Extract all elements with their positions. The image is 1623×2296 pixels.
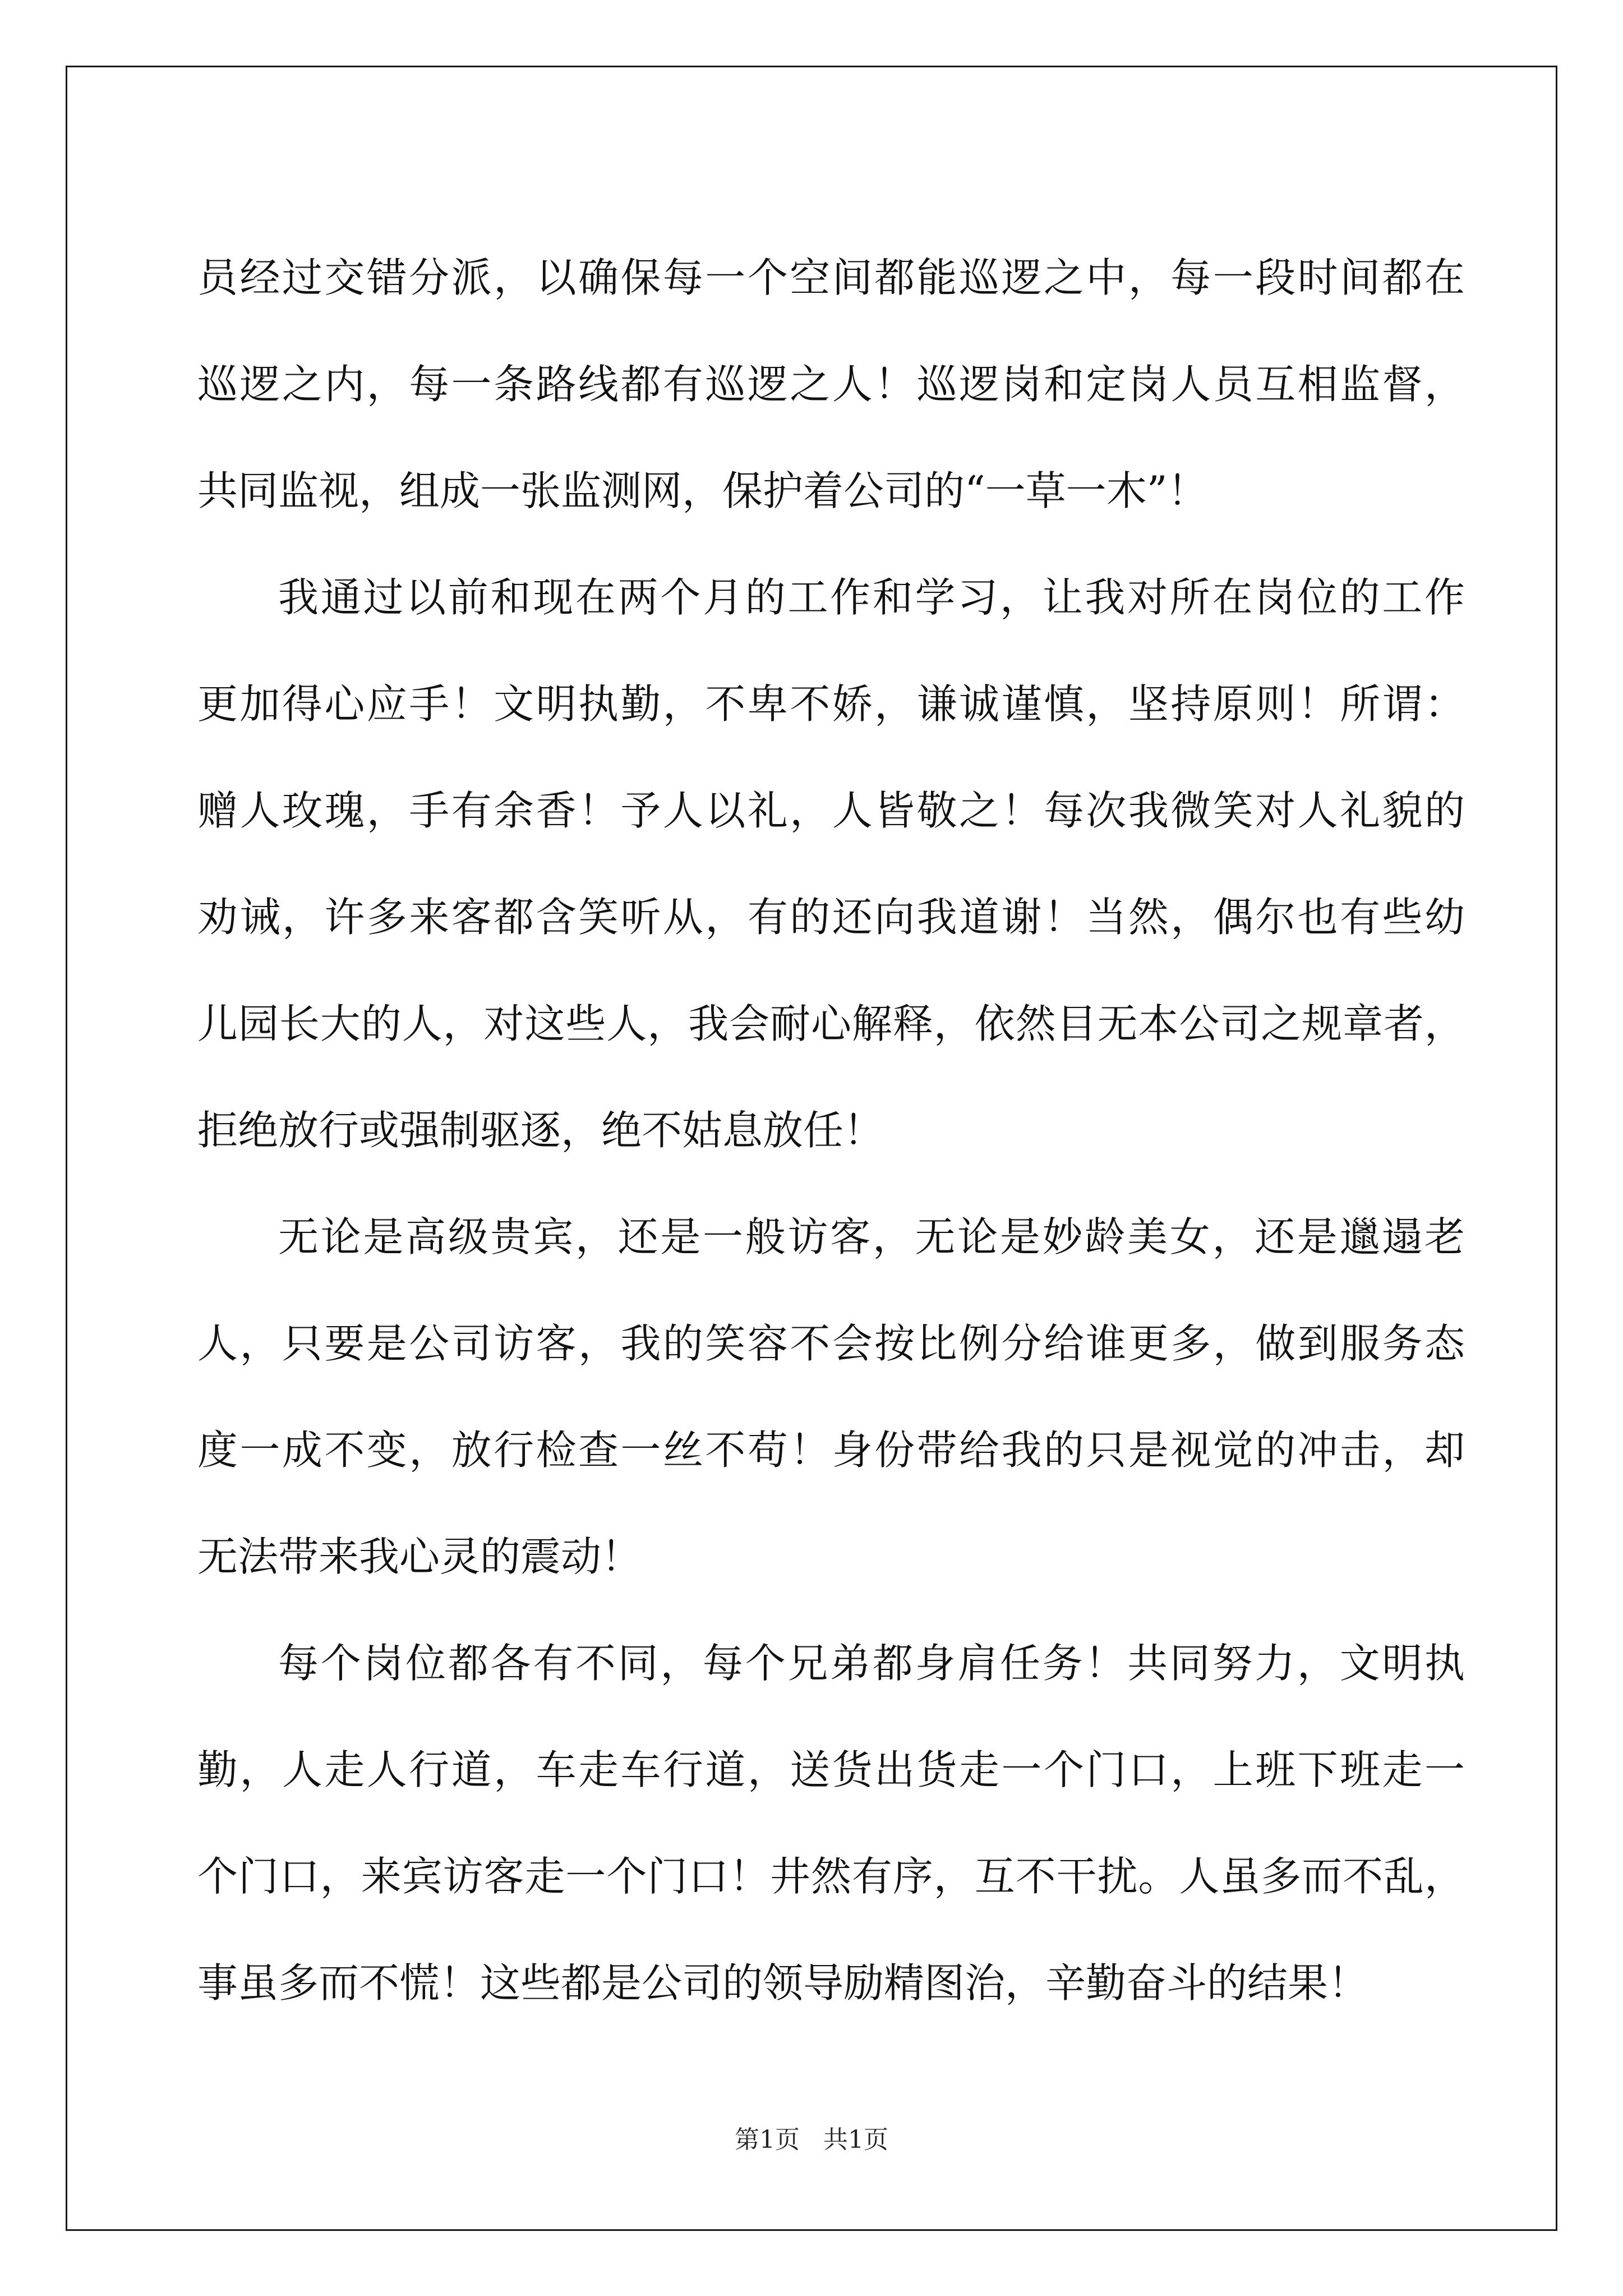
text-line: 事虽多而不慌！这些都是公司的领导励精图治，辛勤奋斗的结果！ <box>197 1959 1369 2007</box>
text-line: 勤，人走人行道，车走车行道，送货出货走一个门口，上班下班走一 <box>197 1746 1465 1793</box>
text-line: 人，只要是公司访客，我的笑容不会按比例分给谁更多，做到服务态 <box>197 1320 1465 1367</box>
text-line: 巡逻之内，每一条路线都有巡逻之人！巡逻岗和定岗人员互相监督， <box>197 361 1465 408</box>
text-line: 员经过交错分派，以确保每一个空间都能巡逻之中，每一段时间都在 <box>197 254 1465 301</box>
text-line: 无法带来我心灵的震动！ <box>197 1533 642 1580</box>
text-line: 我通过以前和现在两个月的工作和学习，让我对所在岗位的工作 <box>278 574 1465 621</box>
text-line: 赠人玫瑰，手有余香！予人以礼，人皆敬之！每次我微笑对人礼貌的 <box>197 787 1465 834</box>
text-line: 个门口，来宾访客走一个门口！井然有序，互不干扰。人虽多而不乱， <box>197 1853 1465 1900</box>
text-line: 度一成不变，放行检查一丝不苟！身份带给我的只是视觉的冲击，却 <box>197 1427 1465 1474</box>
text-line: 共同监视，组成一张监测网，保护着公司的“一草一木”！ <box>197 467 1208 514</box>
page-number: 第1页 <box>735 2125 800 2154</box>
text-line: 儿园长大的人，对这些人，我会耐心解释，依然目无本公司之规章者， <box>197 1000 1465 1047</box>
page-total: 共1页 <box>823 2125 888 2154</box>
text-line: 拒绝放行或强制驱逐，绝不姑息放任！ <box>197 1107 884 1154</box>
page-footer <box>0 2119 1623 2155</box>
text-line: 无论是高级贵宾，还是一般访客，无论是妙龄美女，还是邋遢老 <box>278 1213 1465 1260</box>
text-line: 劝诫，许多来客都含笑听从，有的还向我道谢！当然，偶尔也有些幼 <box>197 894 1465 941</box>
document-body <box>197 224 1465 2036</box>
text-line: 更加得心应手！文明执勤，不卑不娇，谦诚谨慎，坚持原则！所谓： <box>197 680 1465 728</box>
text-line: 每个岗位都各有不同，每个兄弟都身肩任务！共同努力，文明执 <box>278 1640 1465 1687</box>
